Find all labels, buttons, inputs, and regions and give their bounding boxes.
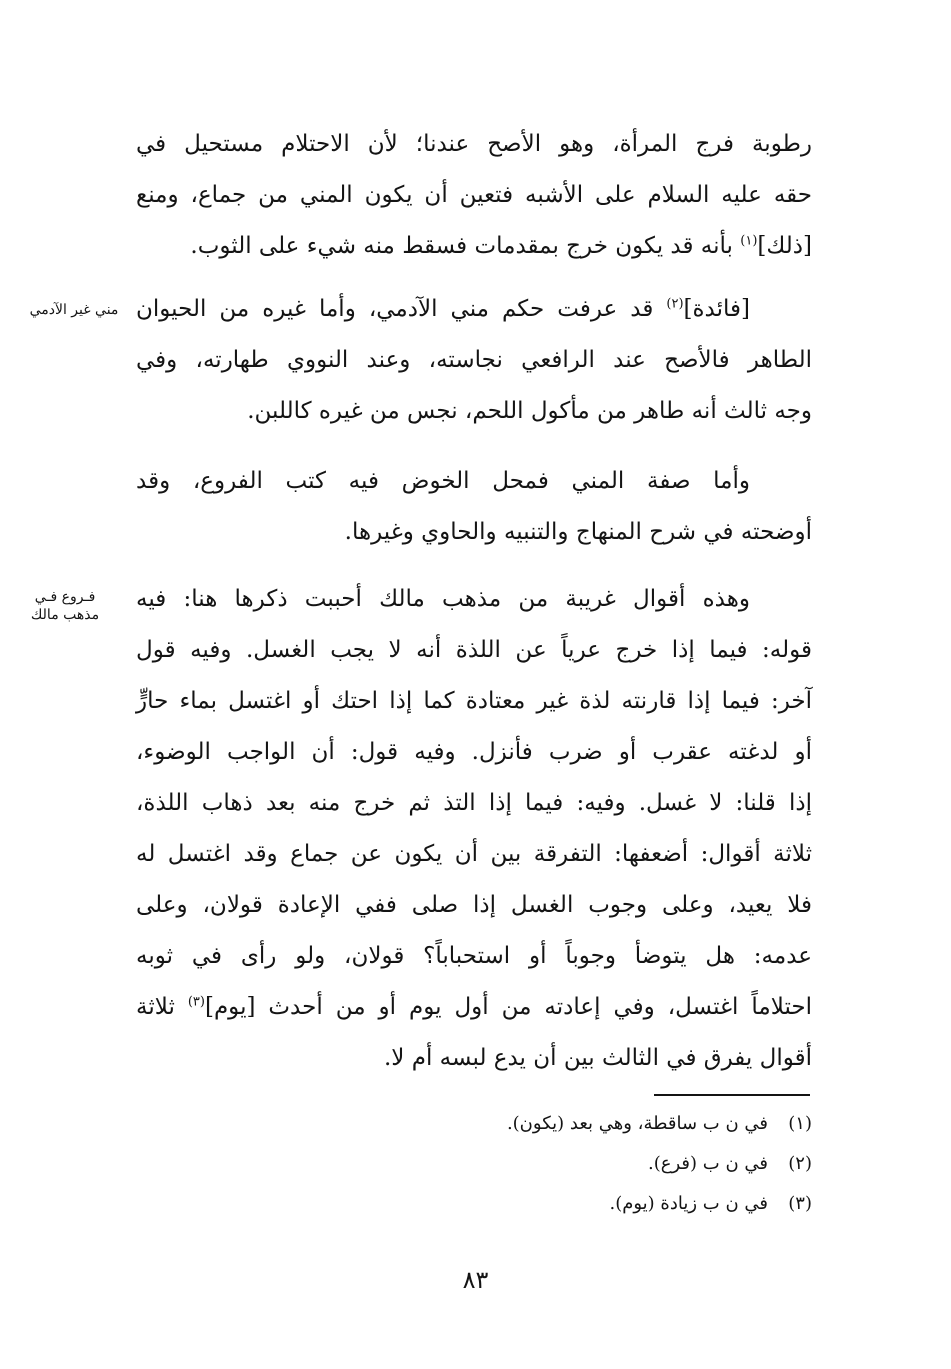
footnote-3 — [300, 1184, 812, 1224]
line-text: قد عرفت حكم مني الآدمي، وأما غيره من الحيوان — [136, 296, 667, 322]
footnote-ref-1[interactable]: (١) — [740, 233, 758, 249]
text-line: إذا قلنا: لا غسل. وفيه: فيما إذا التذ ثم خرج منه بعد ذهاب اللذة، — [136, 790, 812, 816]
text-line: أو لدغته عقرب أو ضرب فأنزل. وفيه قول: أن الواجب الوضوء، — [136, 739, 812, 765]
text-line: آخر: فيما إذا قارنته لذة غير معتادة كما إذا احتك أو اغتسل بماء حارٍّ — [136, 688, 812, 714]
text-line: قوله: فيما إذا خرج عرياً عن اللذة أنه لا يجب الغسل. وفيه قول — [136, 637, 812, 663]
footnote-text: في ن ب ساقطة، وهي بعد (يكون). — [506, 1113, 768, 1134]
text-line — [136, 982, 812, 1033]
margin-note-1: مني غير الآدمي — [29, 302, 119, 318]
text-line: وجه ثالث أنه طاهر من مأكول اللحم، نجس من غيره كاللبن. — [247, 398, 812, 424]
footnote-text: في ن ب زيادة (يوم). — [609, 1193, 768, 1214]
text-line: أوضحته في شرح المنهاج والتنبيه والحاوي وغيرها. — [344, 519, 812, 545]
line-text: بأنه قد يكون خرج بمقدمات فسقط منه شيء على الثوب. — [190, 233, 741, 259]
footnote-number: (٣) — [788, 1193, 812, 1214]
footnote-number: (٢) — [788, 1153, 812, 1174]
margin-note-2: فـروع فـي مذهب مالك — [30, 589, 100, 623]
text-line: وهذه أقوال غريبة من مذهب مالك أحببت ذكرها هنا: فيه — [136, 586, 750, 612]
footnote-ref-2[interactable]: (٢) — [666, 296, 684, 312]
text-line — [136, 221, 812, 272]
paragraph-3 — [136, 456, 812, 558]
paragraph-1 — [136, 119, 812, 272]
text-line: رطوبة فرج المرأة، وهو الأصح عندنا؛ لأن الاحتلام مستحيل في — [136, 131, 812, 157]
bracket-word: [فائدة] — [683, 296, 750, 322]
text-line: الطاهر فالأصح عند الرافعي نجاسته، وعند النووي طهارته، وفي — [136, 347, 812, 373]
footnote-ref-3[interactable]: (٣) — [187, 994, 205, 1010]
text-line: حقه عليه السلام على الأشبه فتعين أن يكون المني من جماع، ومنع — [136, 182, 812, 208]
text-line: عدمه: هل يتوضأ وجوباً أو استحباباً؟ قولان، ولو رأى في ثوبه — [136, 943, 812, 969]
text-line: ثلاثة أقوال: أضعفها: التفرقة بين أن يكون عن جماع وقد اغتسل له — [136, 841, 812, 867]
text-line — [136, 284, 812, 335]
bracket-word: [ذلك] — [757, 233, 812, 259]
footnote-text: في ن ب (فرع). — [648, 1153, 768, 1174]
page-number: ٨٣ — [462, 1266, 489, 1294]
footnotes — [300, 1104, 812, 1224]
footnote-number: (١) — [788, 1113, 812, 1134]
text-line: وأما صفة المني فمحل الخوض فيه كتب الفروع، وقد — [136, 468, 750, 494]
footnote-1 — [300, 1104, 812, 1144]
footnote-2 — [300, 1144, 812, 1184]
text-line: أقوال يفرق في الثالث بين أن يدع لبسه أم لا. — [383, 1045, 812, 1071]
footnote-separator — [654, 1094, 810, 1096]
paragraph-4 — [136, 574, 812, 1084]
text-line: فلا يعيد، وعلى وجوب الغسل إذا صلى ففي الإعادة قولان، وعلى — [136, 892, 812, 918]
line-text: احتلاماً اغتسل، وفي إعادته من أول يوم أو من أحدث [يوم] — [204, 994, 813, 1020]
line-text: ثلاثة — [136, 994, 188, 1020]
paragraph-2 — [136, 284, 812, 437]
